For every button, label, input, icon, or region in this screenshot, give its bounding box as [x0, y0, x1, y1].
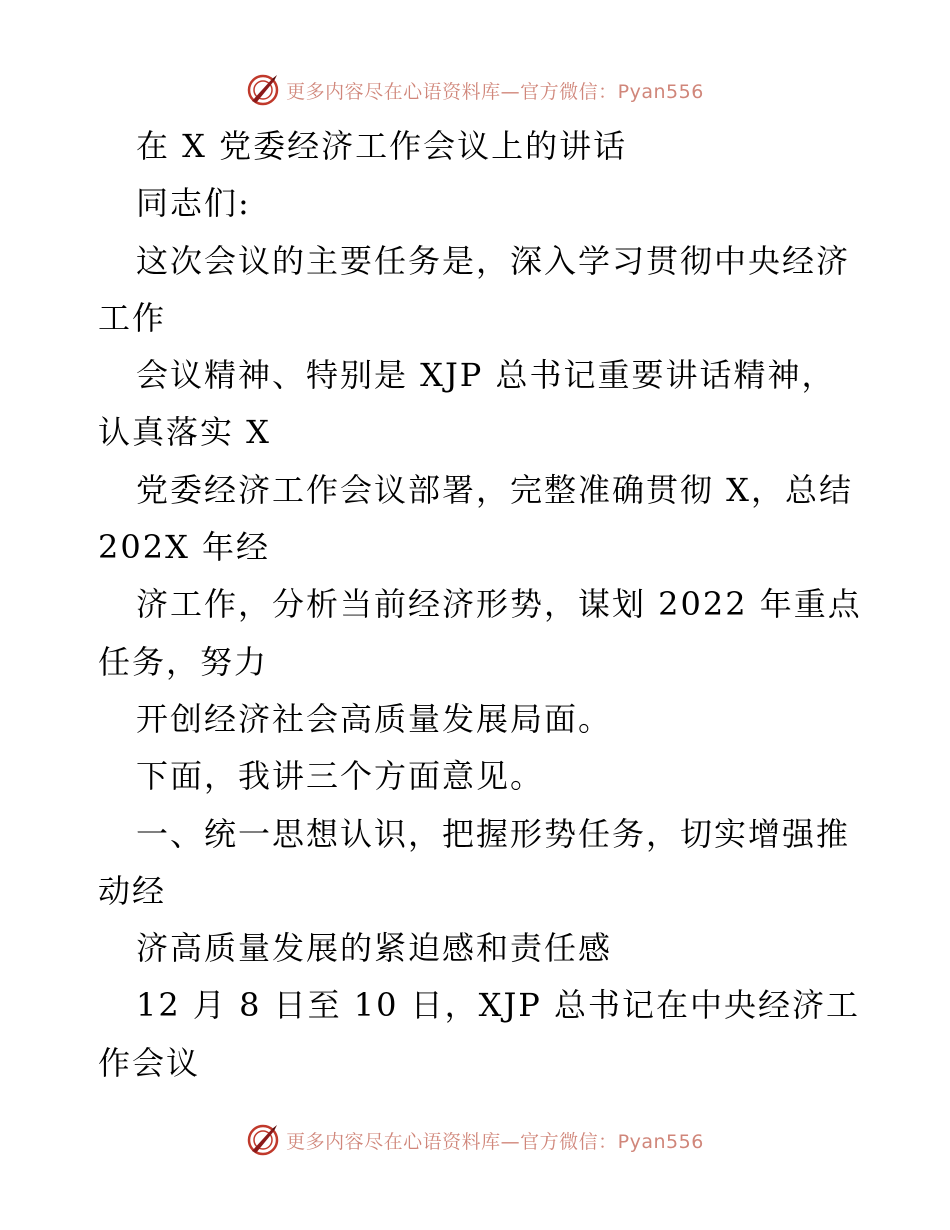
doc-line: 党委经济工作会议部署，完整准确贯彻 X，总结: [136, 470, 853, 509]
doc-line: 工作: [98, 298, 167, 337]
doc-line: 在 X 党委经济工作会议上的讲话: [136, 127, 628, 165]
quill-seal-icon: [246, 73, 280, 107]
footer-banner: [0, 1120, 950, 1160]
header-banner: [0, 70, 950, 110]
doc-line: 这次会议的主要任务是，深入学习贯彻中央经济: [136, 241, 851, 280]
document-body: [98, 118, 862, 1092]
doc-line: 济工作，分析当前经济形势，谋划 2022 年重点: [136, 585, 862, 624]
doc-line: 202X 年经: [98, 528, 271, 567]
footer-banner-text: 更多内容尽在心语资料库—官方微信：Pyan556: [286, 1130, 704, 1153]
doc-line: 认真落实 X: [98, 413, 271, 452]
doc-line: 开创经济社会高质量发展局面。: [136, 699, 613, 738]
doc-line: 会议精神、特别是 XJP 总书记重要讲话精神，: [136, 356, 836, 395]
doc-line: 一、统一思想认识，把握形势任务，切实增强推: [136, 814, 851, 853]
doc-line: 任务，努力: [98, 642, 269, 681]
doc-line: 下面，我讲三个方面意见。: [136, 757, 545, 796]
doc-line: 动经: [98, 871, 167, 910]
header-banner-text: 更多内容尽在心语资料库—官方微信：Pyan556: [286, 80, 704, 103]
doc-line: 作会议: [98, 1043, 201, 1082]
doc-line: 济高质量发展的紧迫感和责任感: [136, 929, 613, 968]
doc-line: 12 月 8 日至 10 日，XJP 总书记在中央经济工: [136, 986, 860, 1025]
doc-line: 同志们:: [136, 184, 251, 223]
quill-seal-icon: [246, 1123, 280, 1157]
